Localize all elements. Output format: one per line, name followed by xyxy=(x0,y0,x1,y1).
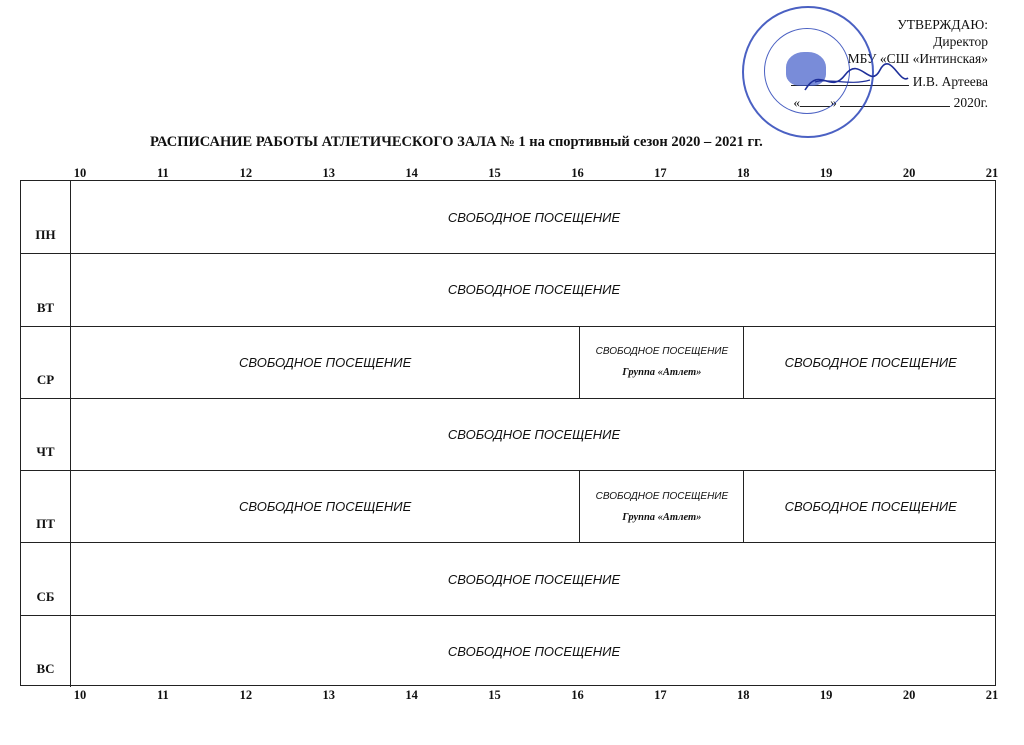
day-label: ПН xyxy=(21,181,71,253)
schedule-cell xyxy=(71,399,997,470)
schedule-cell xyxy=(71,471,580,542)
day-label: ПТ xyxy=(21,471,71,542)
top-hour-label: 12 xyxy=(239,166,253,180)
top-hour-label: 21 xyxy=(985,166,999,180)
hours-axis-bottom xyxy=(50,688,1012,704)
day-label: СР xyxy=(21,327,71,398)
top-hour-label: 20 xyxy=(902,166,916,180)
day-label: СБ xyxy=(21,543,71,614)
top-hour-label: 19 xyxy=(819,166,833,180)
bottom-hour-label: 17 xyxy=(654,688,667,702)
group-label: Группа «Атлет» xyxy=(622,367,702,379)
top-hour-label: 14 xyxy=(405,166,418,180)
session-label: СВОБОДНОЕ ПОСЕЩЕНИЕ xyxy=(784,499,957,515)
handwritten-signature-icon xyxy=(800,60,910,100)
schedule-row xyxy=(21,181,995,253)
approval-position: Директор xyxy=(933,34,988,49)
bottom-hour-label: 16 xyxy=(571,688,584,702)
schedule-cell xyxy=(580,327,744,398)
schedule-table xyxy=(20,180,996,686)
schedule-cell xyxy=(580,471,744,542)
schedule-row xyxy=(21,398,995,470)
day-label: ВС xyxy=(21,616,71,687)
session-label: СВОБОДНОЕ ПОСЕЩЕНИЕ xyxy=(447,426,621,442)
bottom-hour-label: 14 xyxy=(405,688,418,702)
session-label: СВОБОДНОЕ ПОСЕЩЕНИЕ xyxy=(447,282,621,298)
session-label: СВОБОДНОЕ ПОСЕЩЕНИЕ xyxy=(784,354,957,370)
bottom-hour-label: 10 xyxy=(73,688,87,702)
top-hour-label: 17 xyxy=(654,166,667,180)
schedule-cell xyxy=(744,327,997,398)
group-label: Группа «Атлет» xyxy=(622,511,702,523)
session-label: СВОБОДНОЕ ПОСЕЩЕНИЕ xyxy=(595,490,729,502)
top-hour-label: 18 xyxy=(737,166,750,180)
session-label: СВОБОДНОЕ ПОСЕЩЕНИЕ xyxy=(447,643,621,659)
top-hour-label: 11 xyxy=(157,166,169,180)
schedule-row xyxy=(21,615,995,687)
bottom-hour-label: 12 xyxy=(239,688,253,702)
schedule-row xyxy=(21,326,995,398)
schedule-cell xyxy=(71,543,997,614)
session-label: СВОБОДНОЕ ПОСЕЩЕНИЕ xyxy=(447,209,621,225)
schedule-row xyxy=(21,253,995,325)
approval-signer: И.В. Артеева xyxy=(912,74,988,89)
bottom-hour-label: 18 xyxy=(737,688,750,702)
bottom-hour-label: 11 xyxy=(157,688,169,702)
date-close-quote: » xyxy=(830,95,837,110)
schedule-cell xyxy=(744,471,997,542)
approval-heading: УТВЕРЖДАЮ: xyxy=(897,17,988,32)
schedule-row xyxy=(21,542,995,614)
session-label: СВОБОДНОЕ ПОСЕЩЕНИЕ xyxy=(239,499,412,515)
page-title: РАСПИСАНИЕ РАБОТЫ АТЛЕТИЧЕСКОГО ЗАЛА № 1 на спортивный сезон 2020 – 2021 гг. xyxy=(150,134,763,150)
bottom-hour-label: 19 xyxy=(819,688,833,702)
top-hour-label: 15 xyxy=(488,166,501,180)
approval-organization: МБУ «СШ «Интинская» xyxy=(847,51,988,66)
schedule-cell xyxy=(71,254,997,325)
schedule-cell xyxy=(71,327,580,398)
bottom-hour-label: 15 xyxy=(488,688,501,702)
schedule-row xyxy=(21,470,995,542)
session-label: СВОБОДНОЕ ПОСЕЩЕНИЕ xyxy=(447,571,621,587)
session-label: СВОБОДНОЕ ПОСЕЩЕНИЕ xyxy=(239,354,412,370)
top-hour-label: 16 xyxy=(571,166,584,180)
date-open-quote: « xyxy=(793,95,801,110)
day-label: ЧТ xyxy=(21,399,71,470)
bottom-hour-label: 13 xyxy=(322,688,335,702)
bottom-hour-label: 21 xyxy=(985,688,999,702)
top-hour-label: 10 xyxy=(73,166,87,180)
day-label: ВТ xyxy=(21,254,71,325)
schedule-cell xyxy=(71,616,997,687)
session-label: СВОБОДНОЕ ПОСЕЩЕНИЕ xyxy=(595,346,729,358)
bottom-hour-label: 20 xyxy=(902,688,916,702)
top-hour-label: 13 xyxy=(322,166,335,180)
date-year: 2020г. xyxy=(953,95,988,110)
schedule-cell xyxy=(71,181,997,253)
